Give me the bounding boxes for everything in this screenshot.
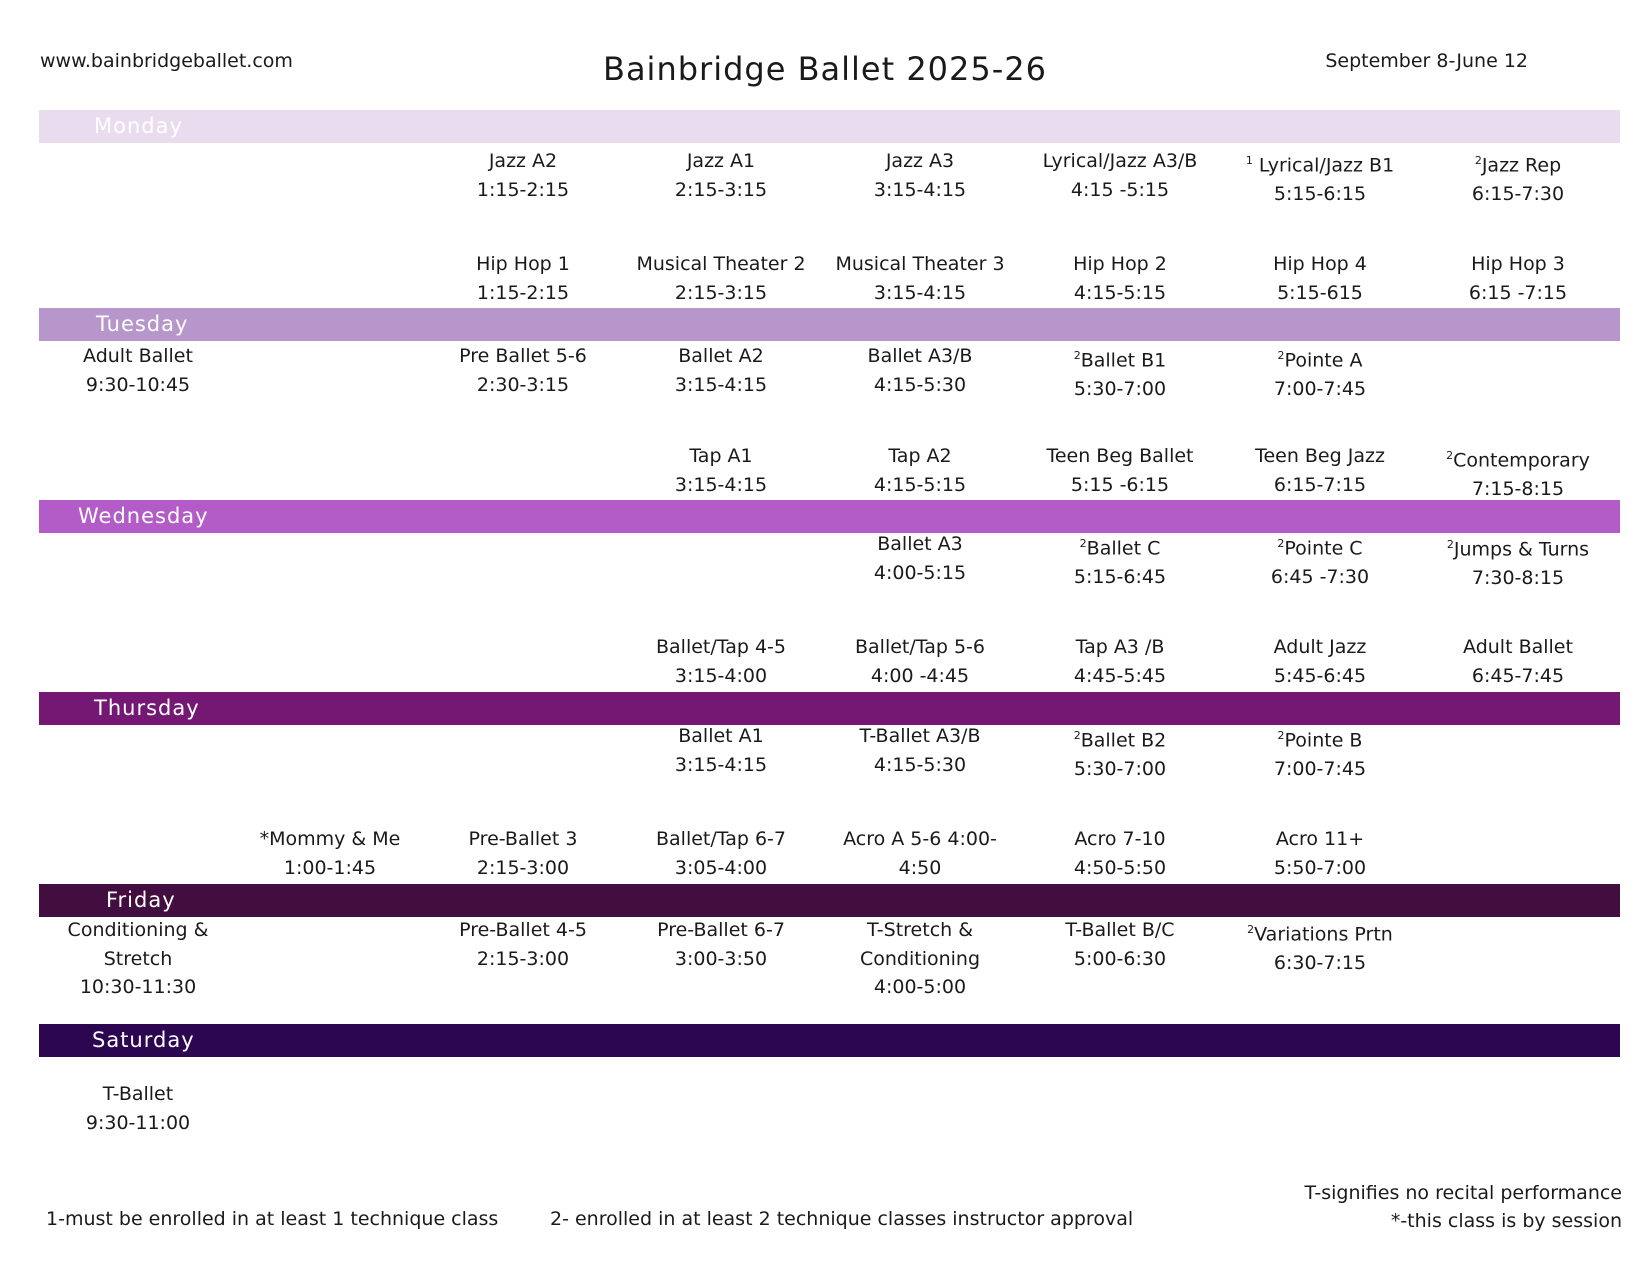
class-entry [1020, 916, 1220, 973]
class-entry [423, 250, 623, 307]
class-name: $^2$Jazz Rep [1474, 154, 1562, 177]
class-time: 6:45-7:45 [1471, 664, 1565, 687]
class-name: T-Ballet A3/B [859, 725, 981, 747]
class-name: Conditioning & [67, 919, 209, 941]
class-entry [230, 825, 430, 882]
class-time: 5:30-7:00 [1073, 377, 1167, 400]
class-name: Pre-Ballet 3 [468, 828, 578, 850]
class-name: $^2$Contemporary [1446, 449, 1590, 472]
class-entry [820, 250, 1020, 307]
class-name: Musical Theater 3 [835, 253, 1005, 275]
class-entry [38, 916, 238, 1002]
class-name: Adult Jazz [1273, 636, 1367, 658]
class-time: 9:30-10:45 [85, 373, 191, 396]
class-entry [820, 916, 1020, 1002]
class-name: Teen Beg Ballet [1046, 445, 1194, 467]
class-entry [423, 342, 623, 399]
class-time: 4:45-5:45 [1073, 664, 1167, 687]
class-name: $^2$Pointe C [1277, 537, 1363, 560]
class-name: Pre-Ballet 6-7 [657, 919, 785, 941]
class-name: Tap A2 [888, 445, 952, 467]
class-time: 7:00-7:45 [1273, 757, 1367, 780]
class-entry [820, 530, 1020, 587]
class-time: 5:00-6:30 [1073, 947, 1167, 970]
class-time: 7:30-8:15 [1471, 566, 1565, 589]
saturday-bar [39, 1024, 1620, 1057]
day-label-monday: Monday [94, 114, 183, 138]
class-name: $^2$Ballet B1 [1073, 349, 1167, 372]
class-time: 4:00 -4:45 [870, 664, 970, 687]
class-entry [1220, 722, 1420, 783]
class-entry [1020, 633, 1220, 690]
class-name: Hip Hop 2 [1073, 253, 1167, 275]
class-time: 9:30-11:00 [85, 1111, 191, 1134]
footnote-marker: 2 [1073, 349, 1081, 362]
footnote-marker: 2 [1073, 729, 1081, 742]
class-entry [1418, 442, 1618, 503]
class-entry [423, 825, 623, 882]
class-name: T-Stretch & [866, 919, 974, 941]
class-entry [820, 147, 1020, 204]
class-name: Ballet A2 [678, 345, 764, 367]
day-label-wednesday: Wednesday [78, 504, 209, 528]
class-name: Acro 7-10 [1074, 828, 1166, 850]
class-entry [820, 825, 1020, 882]
class-time: 2:15-3:00 [476, 856, 570, 879]
class-time: 7:00-7:45 [1273, 377, 1367, 400]
class-entry [820, 442, 1020, 499]
class-name: Tap A1 [689, 445, 753, 467]
class-name: Ballet A3/B [867, 345, 973, 367]
day-label-friday: Friday [106, 888, 176, 912]
class-time: 4:50-5:50 [1073, 856, 1167, 879]
class-name: Musical Theater 2 [636, 253, 806, 275]
day-label-thursday: Thursday [94, 696, 200, 720]
class-time: 2:30-3:15 [476, 373, 570, 396]
class-name: Jazz A3 [885, 150, 955, 172]
class-entry [621, 442, 821, 499]
class-name: $^2$Pointe B [1277, 729, 1363, 752]
footnote-marker: 2 [1474, 154, 1482, 167]
class-time: 3:00-3:50 [674, 947, 768, 970]
class-time: 2:15-3:00 [476, 947, 570, 970]
class-entry [621, 342, 821, 399]
class-name: $^2$Ballet B2 [1073, 729, 1167, 752]
class-time: 6:15 -7:15 [1468, 281, 1568, 304]
class-time: 5:15 -6:15 [1070, 473, 1170, 496]
class-name: Ballet A3 [877, 533, 963, 555]
friday-bar [39, 884, 1620, 917]
class-name: Hip Hop 1 [476, 253, 570, 275]
class-name: Ballet/Tap 6-7 [655, 828, 786, 850]
class-entry [1020, 342, 1220, 403]
footnote-marker: 2 [1277, 537, 1285, 550]
class-entry [1020, 442, 1220, 499]
class-time: 5:15-6:45 [1073, 565, 1167, 588]
class-entry [1220, 633, 1420, 690]
season-dates: September 8-June 12 [1325, 50, 1528, 72]
footnote-marker: 2 [1277, 349, 1285, 362]
class-time: 1:00-1:45 [283, 856, 377, 879]
class-name: Lyrical/Jazz A3/B [1042, 150, 1198, 172]
class-time: 3:05-4:00 [674, 856, 768, 879]
class-name-line2: Stretch [103, 947, 173, 970]
class-time: 1:15-2:15 [476, 281, 570, 304]
class-name: T-Ballet B/C [1065, 919, 1175, 941]
class-entry [423, 916, 623, 973]
class-name: Pre Ballet 5-6 [459, 345, 587, 367]
class-entry [1418, 147, 1618, 208]
class-time: 6:45 -7:30 [1270, 565, 1370, 588]
class-time: 5:30-7:00 [1073, 757, 1167, 780]
class-entry [1020, 250, 1220, 307]
monday-bar [39, 110, 1620, 143]
class-name: Ballet A1 [678, 725, 764, 747]
class-entry [423, 147, 623, 204]
class-time: 4:15-5:15 [1073, 281, 1167, 304]
footnote-marker: 1 [1245, 154, 1253, 167]
class-time: 10:30-11:30 [79, 976, 197, 998]
class-name: Acro 11+ [1275, 828, 1365, 850]
class-time: 3:15-4:15 [674, 373, 768, 396]
footnote-marker: 2 [1247, 923, 1255, 936]
class-time: 3:15-4:15 [873, 178, 967, 201]
class-time: 4:00-5:00 [873, 976, 967, 998]
footnote-star: *-this class is by session [1390, 1210, 1622, 1232]
class-time: 6:15-7:30 [1471, 182, 1565, 205]
class-time: 4:15-5:15 [873, 473, 967, 496]
class-entry [1220, 250, 1420, 307]
footnote-1: 1-must be enrolled in at least 1 technique class [46, 1208, 499, 1230]
class-entry [1418, 250, 1618, 307]
class-name: $^1$ Lyrical/Jazz B1 [1245, 154, 1395, 177]
class-name: $^2$Pointe A [1277, 349, 1363, 372]
class-time: 4:15 -5:15 [1070, 178, 1170, 201]
footnote-marker: 2 [1446, 538, 1454, 551]
class-name: $^2$Ballet C [1079, 537, 1161, 560]
class-time: 7:15-8:15 [1471, 477, 1565, 500]
day-label-saturday: Saturday [92, 1028, 195, 1052]
class-time: 2:15-3:15 [674, 281, 768, 304]
page-title: Bainbridge Ballet 2025-26 [602, 50, 1048, 88]
class-name: Tap A3 /B [1075, 636, 1165, 658]
class-name: Ballet/Tap 4-5 [655, 636, 786, 658]
class-time: 4:00-5:15 [873, 561, 967, 584]
footnote-marker: 2 [1277, 729, 1285, 742]
wednesday-bar [39, 500, 1620, 533]
class-entry [1220, 530, 1420, 591]
class-entry [1020, 722, 1220, 783]
class-name: $^2$Jumps & Turns [1446, 538, 1590, 561]
class-name: Teen Beg Jazz [1255, 445, 1385, 467]
class-entry [1220, 147, 1420, 208]
class-entry [1020, 530, 1220, 591]
class-name: $^2$Variations Prtn [1247, 923, 1393, 946]
class-time: 4:15-5:30 [873, 373, 967, 396]
class-time: 2:15-3:15 [674, 178, 768, 201]
class-name: Adult Ballet [1463, 636, 1573, 658]
class-entry [820, 722, 1020, 779]
class-name: T-Ballet [102, 1083, 174, 1105]
class-entry [621, 916, 821, 973]
class-name-line2: Conditioning [859, 947, 981, 970]
class-time: 3:15-4:15 [873, 281, 967, 304]
footnote-2: 2- enrolled in at least 2 technique classes instructor approval [550, 1208, 1134, 1230]
footnote-marker: 2 [1446, 449, 1454, 462]
class-name: Acro A 5-6 4:00- [843, 828, 997, 850]
class-time: 4:50 [898, 856, 942, 879]
class-time: 3:15-4:15 [674, 473, 768, 496]
tuesday-bar [39, 308, 1620, 341]
class-name: Ballet/Tap 5-6 [854, 636, 985, 658]
class-entry [621, 722, 821, 779]
class-entry [820, 633, 1020, 690]
footnote-t: T-signifies no recital performance [1304, 1182, 1622, 1204]
class-name: Jazz A1 [686, 150, 756, 172]
class-time: 5:15-6:15 [1273, 182, 1367, 205]
class-entry [820, 342, 1020, 399]
class-entry [621, 633, 821, 690]
class-entry [621, 250, 821, 307]
class-entry [1220, 916, 1420, 977]
thursday-bar [39, 692, 1620, 725]
class-time: 6:30-7:15 [1273, 951, 1367, 974]
class-name: Pre-Ballet 4-5 [459, 919, 587, 941]
class-time: 3:15-4:15 [674, 753, 768, 776]
class-entry [1220, 342, 1420, 403]
class-entry [38, 342, 238, 399]
class-time: 5:15-615 [1277, 281, 1363, 304]
class-entry [1418, 531, 1618, 592]
class-entry [1220, 442, 1420, 499]
day-label-tuesday: Tuesday [96, 312, 189, 336]
class-time: 5:50-7:00 [1273, 856, 1367, 879]
class-name: Hip Hop 3 [1471, 253, 1565, 275]
class-name: Jazz A2 [488, 150, 558, 172]
class-entry [1220, 825, 1420, 882]
class-time: 4:15-5:30 [873, 753, 967, 776]
class-entry [1020, 147, 1220, 204]
class-name: *Mommy & Me [259, 828, 401, 850]
class-entry [1020, 825, 1220, 882]
class-name: Hip Hop 4 [1273, 253, 1367, 275]
website-url: www.bainbridgeballet.com [40, 50, 293, 72]
class-entry [621, 147, 821, 204]
class-name: Adult Ballet [83, 345, 193, 367]
class-entry [38, 1080, 238, 1137]
class-time: 6:15-7:15 [1273, 473, 1367, 496]
class-entry [1418, 633, 1618, 690]
class-time: 5:45-6:45 [1273, 664, 1367, 687]
class-time: 3:15-4:00 [674, 664, 768, 687]
class-entry [621, 825, 821, 882]
footnote-marker: 2 [1079, 537, 1087, 550]
class-time: 1:15-2:15 [476, 178, 570, 201]
